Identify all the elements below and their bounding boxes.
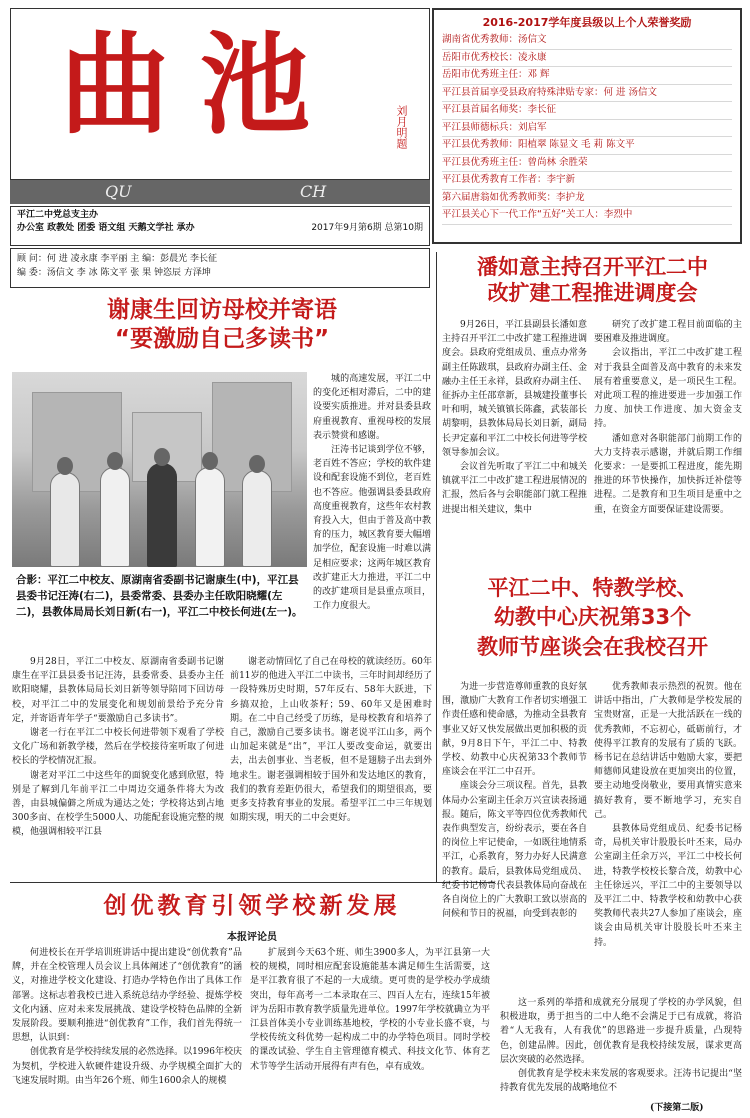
article3-title-line1: 平江二中、特教学校、 xyxy=(487,576,698,600)
editorial-board xyxy=(10,248,430,288)
honor-item: 平江县优秀教育工作者：李宇新 xyxy=(442,172,732,190)
honor-item: 平江县关心下一代工作“五好”关工人：李烈中 xyxy=(442,207,732,225)
article2-title-line1: 潘如意主持召开平江二中 xyxy=(477,255,708,279)
issue-number: 2017年9月第6期 总第10期 xyxy=(311,223,423,233)
article4-byline: 本报评论员 xyxy=(227,932,277,943)
article2-column-left: 9月26日，平江县副县长潘如意主持召开平江二中改扩建工程推进调度会。县政府党组成员、重点办常务副主任陈跋琪，县政府办副主任、金融办主任王永祥，县政府办副主任、征拆办主任邵章新，县城建投董事长叶和明，城关镇镇长陈鑫，武装部长胡黎明，县教体局局长刘日新，副局长尹定嘉和平江二中校长何进等学校领导参加会议。 会议首先听取了平江二中和城关镇就平江二中改扩建工程进展情况的汇报，然后各与会职能部门就工程推进提出相关建议，集中 xyxy=(442,320,587,515)
honor-item: 平江县优秀班主任：曾尚林 余胜荣 xyxy=(442,155,732,173)
continued-note: (下接第二版) xyxy=(650,1103,704,1113)
honor-list-box xyxy=(432,8,742,244)
article1-column-right: 城的高速发展，平江二中的变化还相对滞后，二中的建设要实质推进。并对县委县政府重视教育、重视母校的发展表示赞赏和感谢。 汪涛书记谈到学位不够，老百姓不答应；学校的软件建设和配套设施不到位，老百姓也不答应。他强调县委县政府高度重视教育，这些年农村教育投入大，但由于普及高中教育的压力，城区教育要大幅增加学位，配套设施一时难以满足相应要求；这两年城区教育改扩建正大力推进，平江二中的改扩建项目是县重点项目，工作力度很大。 xyxy=(313,374,431,612)
article3-title-line3: 教师节座谈会在我校召开 xyxy=(477,634,708,659)
article4-column3: 这一系列的举措和成就充分展现了学校的办学风貌，但积极进取，勇于担当的二中人绝不会满足于已有成就，将沿着“人无我有，人有我优”的思路进一步提升质量，凸现特色，创建品牌。因此，创优教育是我校持续发展，谋求更高层次突破的必然选择。 创优教育是学校未来发展的客观要求。汪涛书记提出“坚持教育优先发展的战略地位不 xyxy=(500,998,742,1094)
column-divider xyxy=(436,252,437,882)
article3-column-right: 优秀教师表示热烈的祝贺。他在讲话中指出，广大教师是学校发展的宝贵财富，正是一大批活跃在一线的优秀教师，不忘初心，砥砺前行，才使得平江教育的发展有了质的飞跃。杨书记在总结讲话中勉励大家，要把师德师风建设放在更加突出的位置，要主动地受岗敬业，要用真情实意来搞好教育，要不断地学习，充实自己。 县教体局党组成员、纪委书记杨奇，局机关审计股股长叶丕来，局办公室副主任余万兴，平江二中校长何进，特教学校校长黎合茂，幼教中心主任徐远兴，平江二中的主要领导以及平江二中、特教学校和幼教中心获奖教师代表共27人参加了座谈会，座谈会由局机关审计股股长叶丕来主持。 xyxy=(594,682,742,948)
article4-column2: 扩展到今天63个班、师生3900多人，为平江县第一大校的规模，同时相应配套设施能基本满足师生生活需要，这是平江教育很了不起的一大成绩。更可贵的是学校办学成绩突出，每年高考一二本录取在三、四百人左右，连续15年被评为岳阳市教育教学质量先进单位。1997年学校就确立为平江县首体美小专业训练基地校，学校的小专业长盛不衰，与学校传统文科优势一起构成二中的办学特色项目。同时学校的课改试验、学生自主管理德育模式、科技文化节、体育艺术节等学生活动开展得有声有色，卓有成效。 xyxy=(250,948,490,1072)
article3-headline xyxy=(440,574,745,662)
article2-column-right: 研究了改扩建工程目前面临的主要困难及推进调度。 会议指出，平江二中改扩建工程对于我县全面普及高中教育的未来发展有着重要意义，是一项民生工程。对此项工程的推进要进一步加强工作力度、加快工作进度、加大资金支持。 潘如意对各职能部门前期工作的大力支持表示感谢，并就后期工作细化要求：一是要抓工程进度，能先期推进的环节快操作，加快拆迁补偿等进程。二是教育和卫生项目是重中之重，在资金方面要保证建设需要。 xyxy=(594,320,742,515)
article1-column-left: 9月28日，平江二中校友、原湖南省委副书记谢康生在平江县县委书记汪涛，县委常委、县委办主任欧阳晓耀，县教体局局长刘日新等领导陪同下回访母校，对平江二中的发展变化和规划前景给予充分肯定，并寄语青年学子“要激励自己多读书”。 谢老一行在平江二中校长何进带领下观看了学校文化广场和新教学楼，然后在学校接待室听取了何进校长的学校情况汇报。 谢老对平江二中这些年的面貌变化感到欣慰，特别是了解到几年前平江二中周边交通条件将大为改善，由县城偏僻之所成为通达之处；学校将达到占地300多亩、在校学生5000人、功能配套设施完整的规模，他强调相较平江县 xyxy=(12,657,224,838)
article2-title-line2: 改扩建工程推进调度会 xyxy=(487,281,698,306)
honor-item: 湖南省优秀教师：汤信文 xyxy=(442,32,732,50)
honor-title: 2016-2017学年度县级以上个人荣誉奖励 xyxy=(482,16,692,29)
group-photo xyxy=(12,372,307,567)
publisher-line2: 办公室 政教处 团委 语文组 天鹅文学社 承办 xyxy=(17,223,195,233)
article4-column1: 何进校长在开学培训班讲话中提出建设“创优教育”品牌，并在全校管理人员会议上具体阐述了“创优教育”的涵义，对推进学校文化建设、打造办学特色作出了具体工作部署。这标志着我校已进入系统总结办学经验、提炼学校文化内涵、应对未来发展挑战、建设学校特色品牌的全新发展阶段。要顺利推进“创优教育”工作，我们首先得统一思想，认识到： 创优教育是学校持续发展的必然选择。以1996年校庆为契机，学校进入软硬件建设升级、办学规模全面扩大的飞速发展时期。由当年26个班、师生1600余人的规模 xyxy=(12,948,242,1086)
article1-title-line1: 谢康生回访母校并寄语 xyxy=(107,297,337,323)
newspaper-title: 曲池 xyxy=(60,21,340,149)
honor-item: 平江县优秀教师：阳植翠 陈显文 毛 莉 陈文平 xyxy=(442,137,732,155)
honor-item: 岳阳市优秀校长：凌永康 xyxy=(442,50,732,68)
pinyin-right: CH xyxy=(300,182,327,201)
calligraphy-signature: 刘月明题 xyxy=(395,105,408,149)
honor-item: 岳阳市优秀班主任：邓 辉 xyxy=(442,67,732,85)
honor-item: 第六届唐翁如优秀教师奖：李护龙 xyxy=(442,190,732,208)
photo-caption: 合影：平江二中校友、原湖南省委副书记谢康生(中)，平江县县委书记汪涛(右二)，县委常委、县委办主任欧阳晓耀(左二)，县教体局局长刘日新(右一)，平江二中校长何进(左一)。 xyxy=(16,574,303,618)
pinyin-left: QU xyxy=(105,182,132,201)
article1-title-line2: “要激励自己多读书” xyxy=(114,325,330,352)
publisher-info xyxy=(10,206,430,246)
article1-column-mid: 谢老动情回忆了自己在母校的就读经历。60年前11岁的他进入平江二中读书，三年时间却经历了一段特殊历史时期，57年反右、58年大跃进，下乡搞双抢，上山收茶籽；59、60年又是困难时期。在二中自己经受了历练，是母校教育和培养了自己，激励自己要多读书。谢老说平江山多，两个山加起来就是“出”，平江人要改变命运，就要出去，出去创事业、当老板，但不是翅膀子出去到外地求生。谢老强调相较于国外和发达地区的教育，我们的教育差距仍很大，希望我们的期望很高，要更多支持教育事业的发展。希望平江二中三年规划如期实现，明天的二中会更好。 xyxy=(230,657,432,824)
honor-item: 平江县师德标兵：刘启军 xyxy=(442,120,732,138)
pinyin-bar xyxy=(10,180,430,204)
honor-item: 平江县首届名师奖：李长征 xyxy=(442,102,732,120)
article2-headline xyxy=(440,254,745,307)
advisers-line: 顾 问：何 进 凌永康 李平丽 主 编：彭晨光 李长征 xyxy=(17,254,218,264)
article4-headline: 创优教育引领学校新发展 xyxy=(103,893,401,919)
honor-item: 平江县首届享受县政府特殊津贴专家：何 进 汤信文 xyxy=(442,85,732,103)
publisher-line1: 平江二中党总支主办 xyxy=(17,210,99,220)
members-line: 编 委：汤信文 李 冰 陈文平 张 果 钟恣辰 方泽坤 xyxy=(17,268,211,278)
article1-headline xyxy=(12,296,432,354)
section-divider xyxy=(10,882,495,883)
article3-column-left: 为进一步营造尊师重教的良好氛围，激励广大教育工作者切实增强工作责任感和使命感，为推动全县教育事业又好又快发展做出更加积极的贡献，9月8日下午，平江二中、特教学校、幼教中心庆祝第33个教师节座谈会在平江二中召开。 座谈会分三项议程。首先，县教体局办公室副主任余万兴宣读表扬通报。随后，陈文平等四位优秀教师代表作典型发言，纷纷表示，要在各自的岗位上牢记使命，一如既往地情系平江，心系教育，努力办好人民满意的教育。最后，县教体局党组成员、纪委书记杨奇代表县教体局向奋战在各自岗位上的广大教职工致以崇高的问候和节日的祝福，向受到表彰的 xyxy=(442,682,587,920)
article3-title-line2: 幼教中心庆祝第33个 xyxy=(493,605,692,630)
